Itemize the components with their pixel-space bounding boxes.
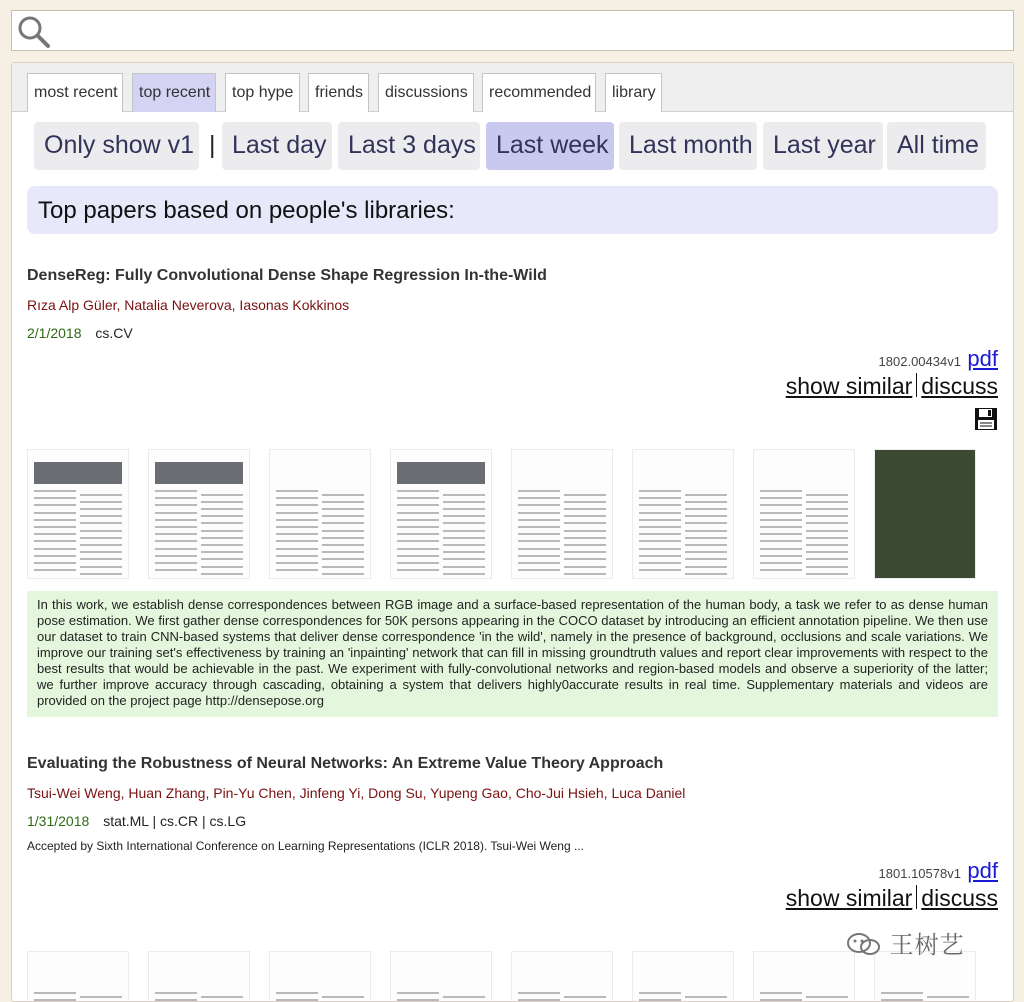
thumbnail-text-line <box>34 526 76 528</box>
thumbnail-text-line <box>397 569 439 571</box>
thumbnail-text-line <box>155 562 197 564</box>
thumbnail-text-line <box>201 996 243 998</box>
thumbnail-text-line <box>322 515 364 517</box>
arxiv-line <box>879 858 998 884</box>
thumbnail-text-line <box>322 551 364 553</box>
thumbnail-text-line <box>397 497 439 499</box>
thumbnail-text-line <box>806 573 848 575</box>
thumbnail-text-line <box>397 490 439 492</box>
paper-title[interactable]: DenseReg: Fully Convolutional Dense Shape Regression In-the-Wild <box>27 267 547 284</box>
tab-top-hype[interactable]: top hype <box>225 73 300 112</box>
thumbnail-text-line <box>34 490 76 492</box>
filter-last-day[interactable]: Last day <box>222 122 332 170</box>
filter-last-year[interactable]: Last year <box>763 122 883 170</box>
thumbnail-text-line <box>806 996 848 998</box>
thumbnail-text-line <box>80 537 122 539</box>
thumbnail-text-line <box>518 562 560 564</box>
thumbnail-text-line <box>201 501 243 503</box>
filter-all-time[interactable]: All time <box>887 122 986 170</box>
thumbnail-text-line <box>685 558 727 560</box>
paper-categories: stat.ML | cs.CR | cs.LG <box>103 813 247 829</box>
page-thumbnail[interactable] <box>27 449 129 579</box>
thumbnail-text-line <box>276 569 318 571</box>
thumbnail-text-line <box>155 999 197 1001</box>
thumbnail-text-line <box>397 504 439 506</box>
thumbnail-text-line <box>155 555 197 557</box>
thumbnail-text-line <box>276 497 318 499</box>
thumbnail-text-line <box>397 526 439 528</box>
thumbnail-text-line <box>155 526 197 528</box>
thumbnail-text-line <box>201 573 243 575</box>
paper-meta <box>27 325 133 341</box>
thumbnail-text-line <box>443 996 485 998</box>
thumbnail-text-line <box>322 558 364 560</box>
thumbnail-text-line <box>276 504 318 506</box>
thumbnail-text-line <box>685 494 727 496</box>
thumbnail-text-line <box>443 494 485 496</box>
paper-categories: cs.CV <box>95 325 133 341</box>
thumbnail-text-line <box>685 544 727 546</box>
thumbnail-text-line <box>155 504 197 506</box>
thumbnail-text-line <box>322 573 364 575</box>
thumbnail-text-line <box>397 519 439 521</box>
thumbnail-text-line <box>322 508 364 510</box>
thumbnail-text-line <box>443 508 485 510</box>
page-thumbnail[interactable] <box>753 449 855 579</box>
thumbnail-text-line <box>760 512 802 514</box>
thumbnail-text-line <box>397 533 439 535</box>
thumbnail-text-line <box>276 562 318 564</box>
thumbnail-text-line <box>322 996 364 998</box>
thumbnail-text-line <box>760 562 802 564</box>
thumbnail-text-line <box>564 494 606 496</box>
thumbnail-text-line <box>639 562 681 564</box>
paper-comment: Accepted by Sixth International Conference on Learning Representations (ICLR 2018). Tsui-Wei Weng ... <box>27 839 584 853</box>
tab-friends[interactable]: friends <box>308 73 369 112</box>
thumbnail-text-line <box>760 992 802 994</box>
thumbnail-text-line <box>443 551 485 553</box>
thumbnail-text-line <box>806 530 848 532</box>
thumbnail-text-line <box>276 519 318 521</box>
thumbnail-text-line <box>806 501 848 503</box>
thumbnail-text-line <box>322 544 364 546</box>
thumbnail-text-line <box>760 999 802 1001</box>
thumbnail-text-line <box>34 548 76 550</box>
search-icon[interactable] <box>17 15 51 49</box>
thumbnail-text-line <box>80 515 122 517</box>
thumbnail-text-line <box>443 537 485 539</box>
page-thumbnails <box>27 449 998 579</box>
pdf-link[interactable]: pdf <box>967 346 998 371</box>
page-thumbnail[interactable] <box>27 951 129 1002</box>
tab-recommended[interactable]: recommended <box>482 73 596 112</box>
thumbnail-text-line <box>201 566 243 568</box>
thumbnail-text-line <box>34 562 76 564</box>
thumbnail-text-line <box>564 522 606 524</box>
thumbnail-text-line <box>881 992 923 994</box>
paper-meta <box>27 813 246 829</box>
thumbnail-text-line <box>397 512 439 514</box>
thumbnail-text-line <box>639 992 681 994</box>
thumbnail-text-line <box>806 558 848 560</box>
search-input[interactable] <box>60 15 1000 46</box>
only-show-v1-button[interactable]: Only show v1 <box>34 122 199 170</box>
thumbnail-text-line <box>34 555 76 557</box>
thumbnail-text-line <box>397 548 439 550</box>
pdf-link[interactable]: pdf <box>967 858 998 883</box>
thumbnail-text-line <box>34 999 76 1001</box>
paper-actions <box>786 373 998 400</box>
show-similar-link[interactable]: show similar <box>785 885 913 911</box>
thumbnail-text-line <box>685 537 727 539</box>
thumbnail-text-line <box>34 992 76 994</box>
paper-entry <box>27 755 998 1002</box>
thumbnail-text-line <box>685 508 727 510</box>
thumbnail-text-line <box>276 540 318 542</box>
arxiv-id: 1801.10578v1 <box>878 866 961 881</box>
show-similar-link[interactable]: show similar <box>785 373 913 399</box>
thumbnail-text-line <box>276 555 318 557</box>
section-banner: Top papers based on people's libraries: <box>27 186 998 234</box>
thumbnail-text-line <box>685 530 727 532</box>
thumbnail-text-line <box>685 551 727 553</box>
thumbnail-text-line <box>564 508 606 510</box>
paper-title[interactable]: Evaluating the Robustness of Neural Networks: An Extreme Value Theory Approach <box>27 755 664 772</box>
thumbnail-text-line <box>201 530 243 532</box>
thumbnail-text-line <box>80 522 122 524</box>
thumbnail-text-line <box>443 515 485 517</box>
action-divider <box>916 885 917 909</box>
thumbnail-text-line <box>518 992 560 994</box>
arxiv-id: 1802.00434v1 <box>878 354 961 369</box>
thumbnail-text-line <box>518 548 560 550</box>
thumbnail-text-line <box>443 522 485 524</box>
thumbnail-figure <box>397 462 485 484</box>
thumbnail-text-line <box>34 504 76 506</box>
thumbnail-text-line <box>760 526 802 528</box>
thumbnail-text-line <box>881 999 923 1001</box>
tab-most-recent[interactable]: most recent <box>27 73 123 112</box>
tab-library[interactable]: library <box>605 73 662 112</box>
discuss-link[interactable]: discuss <box>921 373 998 399</box>
thumbnail-text-line <box>685 515 727 517</box>
thumbnail-text-line <box>806 494 848 496</box>
thumbnail-text-line <box>564 996 606 998</box>
thumbnail-text-line <box>760 555 802 557</box>
thumbnail-text-line <box>201 522 243 524</box>
save-to-library-icon[interactable] <box>974 407 998 431</box>
thumbnail-text-line <box>276 999 318 1001</box>
thumbnail-text-line <box>564 551 606 553</box>
thumbnail-text-line <box>276 526 318 528</box>
thumbnail-text-line <box>639 519 681 521</box>
paper-entry <box>27 267 998 717</box>
watermark <box>846 925 965 960</box>
page-thumbnail[interactable] <box>269 449 371 579</box>
page-thumbnail[interactable] <box>390 449 492 579</box>
thumbnail-text-line <box>518 490 560 492</box>
thumbnail-text-line <box>760 497 802 499</box>
thumbnail-text-line <box>80 501 122 503</box>
thumbnail-text-line <box>443 501 485 503</box>
thumbnail-text-line <box>276 490 318 492</box>
thumbnail-text-line <box>201 494 243 496</box>
thumbnail-text-line <box>155 519 197 521</box>
action-divider <box>916 373 917 397</box>
thumbnail-text-line <box>80 494 122 496</box>
thumbnail-text-line <box>685 566 727 568</box>
thumbnail-text-line <box>276 512 318 514</box>
thumbnail-text-line <box>155 569 197 571</box>
thumbnail-text-line <box>397 555 439 557</box>
thumbnail-text-line <box>322 566 364 568</box>
thumbnail-text-line <box>518 497 560 499</box>
page-thumbnail[interactable] <box>269 951 371 1002</box>
thumbnail-text-line <box>397 540 439 542</box>
thumbnail-text-line <box>34 512 76 514</box>
thumbnail-text-line <box>443 558 485 560</box>
thumbnail-text-line <box>760 504 802 506</box>
thumbnail-text-line <box>806 522 848 524</box>
thumbnail-text-line <box>322 530 364 532</box>
thumbnail-text-line <box>518 533 560 535</box>
thumbnail-text-line <box>80 551 122 553</box>
tab-discussions[interactable]: discussions <box>378 73 474 112</box>
thumbnail-text-line <box>518 540 560 542</box>
thumbnail-text-line <box>806 515 848 517</box>
thumbnail-text-line <box>155 548 197 550</box>
thumbnail-figure <box>155 462 243 484</box>
thumbnail-text-line <box>564 501 606 503</box>
thumbnail-text-line <box>685 522 727 524</box>
thumbnail-text-line <box>639 540 681 542</box>
thumbnail-text-line <box>80 573 122 575</box>
thumbnail-text-line <box>34 519 76 521</box>
thumbnail-text-line <box>518 519 560 521</box>
thumbnail-text-line <box>322 494 364 496</box>
thumbnail-text-line <box>80 566 122 568</box>
thumbnail-text-line <box>927 996 969 998</box>
thumbnail-text-line <box>155 992 197 994</box>
thumbnail-text-line <box>155 497 197 499</box>
thumbnail-text-line <box>80 508 122 510</box>
thumbnail-text-line <box>806 544 848 546</box>
thumbnail-text-line <box>80 558 122 560</box>
tab-top-recent[interactable]: top recent <box>132 73 216 112</box>
paper-abstract: In this work, we establish dense correspondences between RGB image and a surface-based representation of the human body, a task we refer to as dense human pose estimation. We first gather dense correspondences for 50K persons appearing in the COCO dataset by introducing an efficient annotation pipeline. We then use our dataset to train CNN-based systems that deliver dense correspondence 'in the wild', namely in the presence of background, occlusions and scale variations. We improve our training set's effectiveness by training an 'inpainting' network that can fill in missing groundtruth values and report clear improvements with respect to the best results that would be achievable in the past. We experiment with fully-convolutional networks and region-based models and observe a superiority of the latter; we further improve accuracy through cascading, obtaining a system that delivers highly0accurate results in real time. Supplementary materials and videos are provided on the project page http://densepose.org <box>27 591 998 717</box>
thumbnail-text-line <box>443 573 485 575</box>
thumbnail-text-line <box>564 537 606 539</box>
thumbnail-text-line <box>443 544 485 546</box>
page-thumbnail[interactable] <box>511 449 613 579</box>
thumbnail-text-line <box>760 490 802 492</box>
paper-date: 2/1/2018 <box>27 325 82 341</box>
page-thumbnail[interactable] <box>148 449 250 579</box>
thumbnail-text-line <box>155 533 197 535</box>
discuss-link[interactable]: discuss <box>921 885 998 911</box>
main-panel <box>11 62 1014 1002</box>
thumbnail-text-line <box>760 548 802 550</box>
watermark-text: 王树艺 <box>889 932 965 959</box>
thumbnail-text-line <box>564 530 606 532</box>
thumbnail-text-line <box>806 508 848 510</box>
thumbnail-text-line <box>155 540 197 542</box>
thumbnail-text-line <box>806 566 848 568</box>
thumbnail-text-line <box>276 992 318 994</box>
search-bar <box>11 10 1014 51</box>
thumbnail-text-line <box>639 504 681 506</box>
thumbnail-text-line <box>685 501 727 503</box>
page-thumbnail[interactable] <box>753 951 855 1002</box>
thumbnail-text-line <box>518 569 560 571</box>
paper-authors[interactable]: Tsui-Wei Weng, Huan Zhang, Pin-Yu Chen, Jinfeng Yi, Dong Su, Yupeng Gao, Cho-Jui Hsieh, Luca Daniel <box>27 785 686 801</box>
thumbnail-text-line <box>397 999 439 1001</box>
paper-actions <box>786 885 998 912</box>
thumbnail-text-line <box>34 533 76 535</box>
thumbnail-text-line <box>276 548 318 550</box>
thumbnail-text-line <box>564 566 606 568</box>
thumbnail-text-line <box>397 562 439 564</box>
thumbnail-text-line <box>518 526 560 528</box>
page-thumbnail[interactable] <box>874 449 976 579</box>
thumbnail-text-line <box>760 519 802 521</box>
thumbnail-text-line <box>639 490 681 492</box>
thumbnail-text-line <box>201 551 243 553</box>
thumbnail-text-line <box>564 544 606 546</box>
thumbnail-text-line <box>639 526 681 528</box>
thumbnail-text-line <box>201 558 243 560</box>
thumbnail-text-line <box>760 569 802 571</box>
thumbnail-text-line <box>806 537 848 539</box>
filter-last-week[interactable]: Last week <box>486 122 614 170</box>
thumbnail-text-line <box>518 512 560 514</box>
filter-last-3-days[interactable]: Last 3 days <box>338 122 480 170</box>
thumbnail-text-line <box>155 490 197 492</box>
page-thumbnail[interactable] <box>511 951 613 1002</box>
thumbnail-text-line <box>639 548 681 550</box>
thumbnail-text-line <box>639 569 681 571</box>
thumbnail-text-line <box>322 501 364 503</box>
thumbnail-text-line <box>639 512 681 514</box>
page-thumbnail[interactable] <box>632 449 734 579</box>
thumbnail-text-line <box>639 555 681 557</box>
thumbnail-text-line <box>201 515 243 517</box>
thumbnail-text-line <box>518 555 560 557</box>
thumbnail-text-line <box>34 569 76 571</box>
filter-last-month[interactable]: Last month <box>619 122 757 170</box>
thumbnail-text-line <box>564 515 606 517</box>
paper-date: 1/31/2018 <box>27 813 90 829</box>
thumbnail-text-line <box>685 996 727 998</box>
thumbnail-text-line <box>34 540 76 542</box>
thumbnail-text-line <box>322 537 364 539</box>
thumbnail-text-line <box>639 999 681 1001</box>
thumbnail-text-line <box>639 533 681 535</box>
thumbnail-text-line <box>443 566 485 568</box>
thumbnail-text-line <box>155 512 197 514</box>
tab-bar <box>12 63 1013 112</box>
thumbnail-text-line <box>760 533 802 535</box>
thumbnail-text-line <box>276 533 318 535</box>
thumbnail-text-line <box>34 497 76 499</box>
filter-separator: | <box>209 131 216 159</box>
thumbnail-text-line <box>564 573 606 575</box>
page-thumbnail[interactable] <box>148 951 250 1002</box>
thumbnail-text-line <box>760 540 802 542</box>
page-thumbnail[interactable] <box>632 951 734 1002</box>
thumbnail-text-line <box>322 522 364 524</box>
thumbnail-text-line <box>201 544 243 546</box>
arxiv-line <box>879 346 998 372</box>
paper-authors[interactable]: Rıza Alp Güler, Natalia Neverova, Iasonas Kokkinos <box>27 297 350 313</box>
thumbnail-text-line <box>518 504 560 506</box>
thumbnail-text-line <box>201 537 243 539</box>
thumbnail-text-line <box>443 530 485 532</box>
thumbnail-text-line <box>564 558 606 560</box>
thumbnail-text-line <box>806 551 848 553</box>
wechat-icon <box>846 932 882 956</box>
thumbnail-text-line <box>80 530 122 532</box>
thumbnail-text-line <box>397 992 439 994</box>
thumbnail-text-line <box>80 996 122 998</box>
thumbnail-text-line <box>518 999 560 1001</box>
thumbnail-text-line <box>639 497 681 499</box>
thumbnail-figure <box>34 462 122 484</box>
thumbnail-text-line <box>685 573 727 575</box>
thumbnail-text-line <box>201 508 243 510</box>
thumbnail-text-line <box>80 544 122 546</box>
page-thumbnail[interactable] <box>390 951 492 1002</box>
